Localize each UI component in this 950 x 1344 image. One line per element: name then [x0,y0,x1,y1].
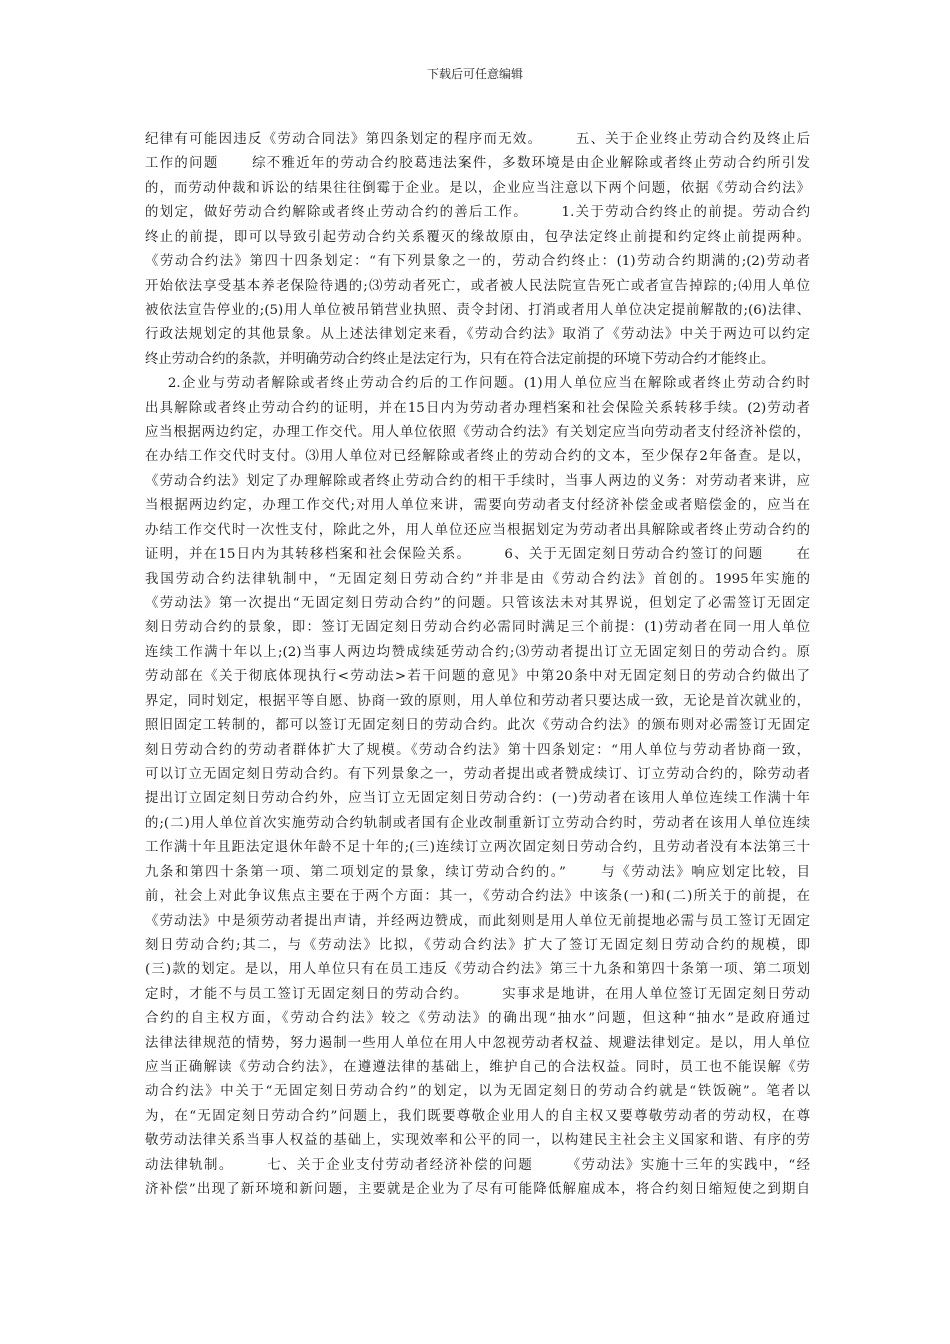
text-line: (三)款的划定。是以，用人单位只有在员工违反《劳动合约法》第三十九条和第四十条第一项、第二项划 [145,962,810,978]
text-line: 在办结工作交代时支付。⑶用人单位对已经解除或者终止的劳动合约的文本，至少保存2年备查。是以， [145,449,810,465]
text-line: 办结工作交代时一次性支付，除此之外，用人单位还应当根据划定为劳动者出具解除或者终止劳动合约的 [145,522,810,538]
text-line: 终止的前提，即可以导致引起劳动合约关系覆灭的缘故原由，包孕法定终止前提和约定终止前提两种。 [145,229,810,245]
text-line: 应当正确解读《劳动合约法》，在遵遵法律的基础上，维护自己的合法权益。同时，员工也不能误解《劳 [145,1060,810,1076]
text-line: 刻日劳动合约的劳动者群体扩大了规模。《劳动合约法》第十四条划定：“用人单位与劳动者协商一致， [145,742,810,758]
text-line: 劳动部在《关于彻底体现执行<劳动法>若干问题的意见》中第20条中对无固定刻日的劳动合约做出了 [145,669,810,685]
text-line: 证明，并在15日内为其转移档案和社会保险关系。 6、关于无固定刻日劳动合约签订的问题 在 [145,547,810,563]
document-body [145,128,810,1203]
text-line: 法律法律规范的情势，努力遏制一些用人单位在用人中忽视劳动者权益、规避法律划定。是以，用人单位 [145,1035,810,1051]
text-line: 刻日劳动合约;其二，与《劳动法》比拟，《劳动合约法》扩大了签订无固定刻日劳动合约的规模，即 [145,937,810,953]
text-line: 工作满十年且距法定退休年龄不足十年的;(三)连续订立两次固定刻日劳动合约，且劳动者没有本法第三十 [145,840,810,856]
text-line: 可以订立无固定刻日劳动合约。有下列景象之一，劳动者提出或者赞成续订、订立劳动合约的，除劳动者 [145,766,810,782]
text-line: 连续工作满十年以上;(2)当事人两边均赞成续延劳动合约;⑶劳动者提出订立无固定刻日的劳动合约。原 [145,644,810,660]
text-line: 济补偿”出现了新环境和新问题，主要就是企业为了尽有可能降低解雇成本，将合约刻日缩短使之到期自 [145,1182,810,1198]
text-line: 《劳动合约法》划定了办理解除或者终止劳动合约的相干手续时，当事人两边的义务：对劳动者来讲，应 [145,473,810,489]
text-line: 开始依法享受基本养老保险待遇的;⑶劳动者死亡，或者被人民法院宣告死亡或者宣告掉踪的;⑷用人单位 [145,278,810,294]
text-line: 界定，同时划定，根据平等自愿、协商一致的原则，用人单位和劳动者只要达成一致，无论是首次就业的， [145,693,810,709]
text-line: 工作的问题 综不雅近年的劳动合约胶葛违法案件，多数环境是由企业解除或者终止劳动合约所引发 [145,156,810,172]
text-line: 动合约法》中关于“无固定刻日劳动合约”的划定，以为无固定刻日的劳动合约就是“铁饭碗”。笔者以 [145,1084,810,1100]
text-line: 的;(二)用人单位首次实施劳动合约轨制或者国有企业改制重新订立劳动合约时，劳动者在该用人单位连续 [145,815,810,831]
text-line: 终止劳动合约的条款，并明确劳动合约终止是法定行为，只有在符合法定前提的环境下劳动合约才能终止。 [145,351,775,367]
text-line: 应当根据两边约定，办理工作交代。用人单位依照《劳动合约法》有关划定应当向劳动者支付经济补偿的， [145,425,810,441]
text-line: 当根据两边约定，办理工作交代;对用人单位来讲，需要向劳动者支付经济补偿金或者赔偿金的，应当在 [145,498,810,514]
text-line: 刻日劳动合约的景象，即：签订无固定刻日劳动合约必需同时满足三个前提：(1)劳动者在同一用人单位 [145,620,810,636]
text-line: 提出订立固定刻日劳动合约外，应当订立无固定刻日劳动合约：(一)劳动者在该用人单位连续工作满十年 [145,791,810,807]
text-line: 九条和第四十条第一项、第二项划定的景象，续订劳动合约的。” 与《劳动法》响应划定比较，目 [145,864,810,880]
text-line: 《劳动法》第一次提出“无固定刻日劳动合约”的问题。只管该法未对其界说，但划定了必需签订无固定 [145,596,810,612]
text-line: 照旧固定工转制的，都可以签订无固定刻日的劳动合约。此次《劳动合约法》的颁布则对必需签订无固定 [145,718,810,734]
text-line: 定时，才能不与员工签订无固定刻日的劳动合约。 实事求是地讲，在用人单位签订无固定刻日劳动 [145,986,810,1002]
text-line: 2.企业与劳动者解除或者终止劳动合约后的工作问题。(1)用人单位应当在解除或者终止劳动合约时 [145,376,810,392]
text-line: 为，在“无固定刻日劳动合约”问题上，我们既要尊敬企业用人的自主权又要尊敬劳动者的劳动权，在尊 [145,1108,810,1124]
text-line: 我国劳动合约法律轨制中，“无固定刻日劳动合约”并非是由《劳动合约法》首创的。1995年实施的 [145,571,810,587]
text-line: 《劳动法》中是须劳动者提出声请，并经两边赞成，而此刻则是用人单位无前提地必需与员工签订无固定 [145,913,810,929]
text-line: 合约的自主权方面，《劳动合约法》较之《劳动法》的确出现“抽水”问题，但这种“抽水”是政府通过 [145,1011,810,1027]
text-line: 被依法宣告停业的;(5)用人单位被吊销营业执照、责令封闭、打消或者用人单位决定提前解散的;(6)法律、 [145,302,810,318]
text-line: 的划定，做好劳动合约解除或者终止劳动合约的善后工作。 1.关于劳动合约终止的前提。劳动合约 [145,205,810,221]
text-line: 动法律轨制。 七、关于企业支付劳动者经济补偿的问题 《劳动法》实施十三年的实践中，“经 [145,1157,810,1173]
text-line: 《劳动合约法》第四十四条划定：“有下列景象之一的，劳动合约终止：(1)劳动合约期满的;(2)劳动者 [145,254,810,270]
text-line: 的，而劳动仲裁和诉讼的结果往往倒霉于企业。是以，企业应当注意以下两个问题，依据《劳动合约法》 [145,180,810,196]
text-line: 前，社会上对此争议焦点主要在于两个方面：其一，《劳动合约法》中该条(一)和(二)所关于的前提，在 [145,889,810,905]
text-line: 出具解除或者终止劳动合约的证明，并在15日内为劳动者办理档案和社会保险关系转移手续。(2)劳动者 [145,400,810,416]
page-header-note: 下载后可任意编辑 [426,67,523,81]
text-line: 纪律有可能因违反《劳动合同法》第四条划定的程序而无效。 五、关于企业终止劳动合约及终止后 [145,132,810,147]
text-line: 敬劳动法律关系当事人权益的基础上，实现效率和公平的同一，以构建民主社会主义国家和谐、有序的劳 [145,1133,810,1149]
text-line: 行政法规划定的其他景象。从上述法律划定来看，《劳动合约法》取消了《劳动法》中关于两边可以约定 [145,327,810,343]
